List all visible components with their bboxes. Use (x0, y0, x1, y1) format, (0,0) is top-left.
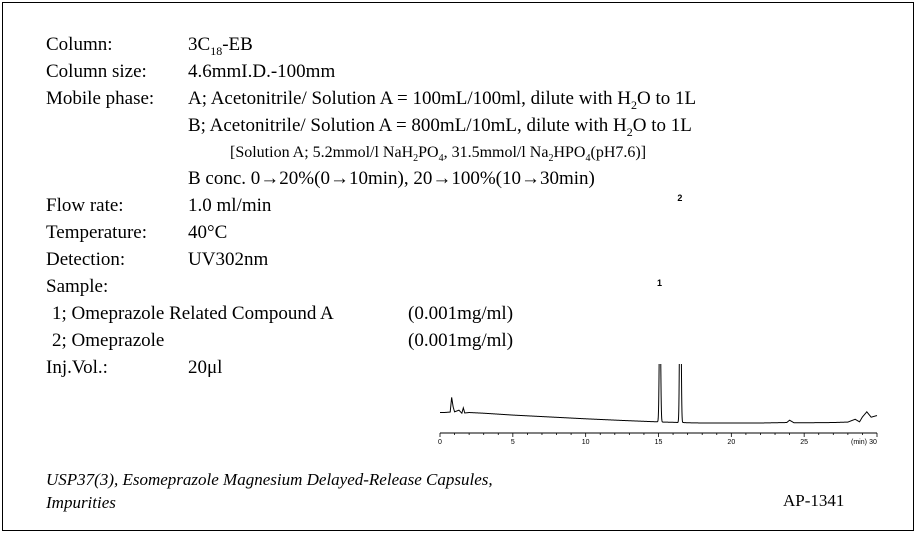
chromatogram-chart (434, 364, 884, 446)
x-tick-label: 5 (510, 439, 515, 446)
detection-value: UV302nm (188, 249, 269, 270)
mobile-phase-b: B; Acetonitrile/ Solution A = 800mL/10mL, dilute with $H_2O$ to 1L (188, 115, 692, 139)
peak-label-2: 2 (677, 192, 683, 203)
peak-label-1: 1 (656, 278, 662, 289)
x-tick-label: 10 (581, 439, 590, 446)
x-tick-label: 20 (727, 439, 736, 446)
flow-rate-value: 1.0 ml/min (188, 195, 272, 216)
reference-line-1: USP37(3), Esomeprazole Magnesium Delayed-Release Capsules, (46, 470, 493, 489)
application-code: AP-1341 (783, 491, 845, 510)
injection-volume-value: 20μl (188, 357, 223, 378)
column-size-label: Column size: (46, 61, 147, 82)
x-axis-unit-label: (min) (851, 439, 867, 446)
flow-rate-label: Flow rate: (46, 195, 124, 216)
mobile-phase-a: A; Acetonitrile/ Solution A = 100mL/100ml, dilute with $H_2O$ to 1L (188, 88, 697, 112)
sample-1-concentration: (0.001mg/ml) (408, 303, 514, 324)
sample-label: Sample: (46, 276, 109, 297)
injection-volume-label: Inj.Vol.: (46, 357, 108, 378)
gradient-program: B conc. 0→20%(0→10min), 20→100%(10→30min) (188, 168, 595, 189)
reference-line-2: Impurities (46, 493, 116, 512)
mobile-phase-label: Mobile phase: (46, 88, 155, 109)
temperature-label: Temperature: (46, 222, 148, 243)
x-tick-label: 25 (800, 439, 809, 446)
detection-label: Detection: (46, 249, 126, 270)
sample-2-concentration: (0.001mg/ml) (408, 330, 514, 351)
solution-a-note: [Solution A; 5.2mmol/l $NaH_2PO_4$, 31.5mmol/l $Na_2HPO_4(pH7.6)$] (230, 144, 647, 165)
x-tick-label: 0 (438, 439, 442, 446)
column-size-value: 4.6mmI.D.-100mm (188, 61, 336, 82)
x-tick-label: 30 (869, 439, 877, 446)
column-label: Column: (46, 34, 113, 55)
column-value: $3C_{18}-EB$ (188, 34, 253, 58)
sample-2-name: 2; Omeprazole (52, 330, 165, 351)
sample-1-name: 1; Omeprazole Related Compound A (52, 303, 334, 324)
x-tick-label: 15 (654, 439, 663, 446)
chromatogram-trace (440, 364, 877, 423)
temperature-value: 40°C (188, 222, 228, 243)
